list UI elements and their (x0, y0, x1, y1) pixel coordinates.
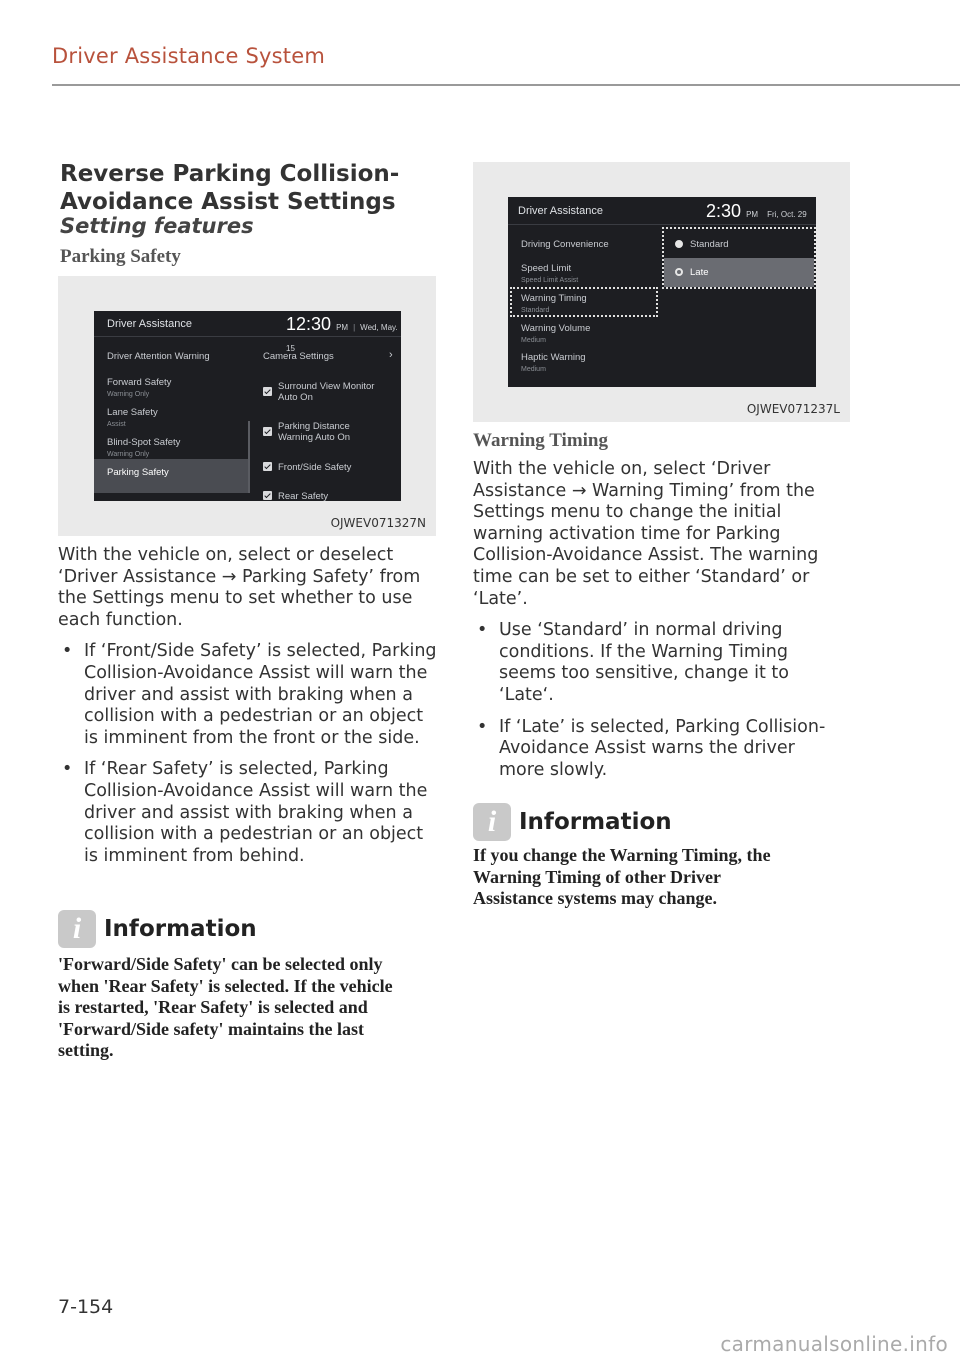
option-rear-safety[interactable]: Rear Safety (278, 491, 329, 501)
menu-item[interactable]: Speed Limit Speed Limit Assist (521, 263, 579, 284)
list-item: • If ‘Rear Safety’ is selected, Parking Collision-Avoidance Assist will warn the driver and assist with braking when a collision with a pedestrian or an object is imminent from behind. (58, 759, 438, 867)
parking-safety-figure (58, 276, 436, 536)
screen-date: Fri, Oct. 29 (767, 210, 807, 219)
screen-clock: 12:30 PM | Wed, May. 15 (286, 314, 398, 353)
menu-item[interactable]: Haptic Warning Medium (521, 352, 586, 373)
menu-item[interactable]: Driving Convenience (521, 239, 609, 250)
warning-timing-heading: Warning Timing (473, 430, 608, 451)
menu-item[interactable]: Lane Safety Assist (107, 407, 158, 428)
checkbox-checked-icon[interactable] (263, 427, 272, 436)
checkbox-checked-icon[interactable] (263, 387, 272, 396)
parking-safety-body (58, 545, 438, 867)
screen-time: 2:30 (706, 201, 742, 221)
menu-item[interactable]: Driver Attention Warning (107, 351, 210, 362)
info-icon: i (58, 910, 96, 948)
info-heading: i Information (58, 910, 257, 948)
option-late-bg (664, 258, 814, 287)
section-subtitle: Setting features (60, 214, 254, 238)
screen-title: Driver Assistance (518, 205, 603, 217)
info-icon: i (473, 803, 511, 841)
parking-safety-intro: With the vehicle on, select or deselect ‘Driver Assistance → Parking Safety’ from the Settings menu to set whether to use each function. (58, 545, 421, 630)
info-heading: i Information (473, 803, 672, 841)
menu-item[interactable]: Blind-Spot Safety Warning Only (107, 437, 181, 458)
radio-icon[interactable] (675, 268, 683, 276)
figure-code: OJWEV071237L (746, 402, 840, 416)
list-item: • Use ‘Standard’ in normal driving conditions. If the Warning Timing seems too sensitive, change it to ‘Late‘. (473, 620, 845, 706)
menu-item-selected[interactable]: Warning Timing Standard (521, 293, 587, 314)
section-title: Reverse Parking Collision-Avoidance Assist Settings (60, 161, 400, 215)
warning-timing-screen (508, 197, 816, 387)
info-text: 'Forward/Side Safety' can be selected only when 'Rear Safety' is selected. If the vehicle is restarted, 'Rear Safety' is selected and 'Forward/Side safety' maintains the last setting. (58, 954, 393, 1061)
checkbox-icon[interactable] (263, 491, 272, 500)
figure-code: OJWEV071327N (330, 516, 426, 530)
menu-item-selected[interactable]: Parking Safety (107, 467, 169, 478)
page-number: 7-154 (58, 1296, 114, 1318)
chevron-right-icon: › (389, 349, 393, 361)
screen-ampm: PM (746, 210, 759, 219)
option-standard[interactable]: Standard (690, 239, 729, 250)
option-late[interactable]: Late (690, 267, 709, 278)
screen-title: Driver Assistance (107, 318, 192, 330)
warning-timing-body (473, 459, 845, 781)
screen-time: 12:30 (286, 314, 332, 334)
option-parking-distance[interactable]: Parking Distance Warning Auto On (278, 421, 350, 443)
menu-item[interactable]: Warning Volume Medium (521, 323, 591, 344)
option-surround-view[interactable]: Surround View Monitor Auto On (278, 381, 375, 403)
running-header: Driver Assistance System (52, 44, 325, 68)
warning-timing-intro: With the vehicle on, select ‘Driver Assistance → Warning Timing’ from the Settings menu to change the initial warning activation time for Parking Collision-Avoidance Assist. The warning time can be set to either ‘Standard’ or ‘Late’. (473, 459, 819, 609)
list-item: • If ‘Front/Side Safety’ is selected, Parking Collision-Avoidance Assist will warn the driver and assist with braking when a collision with a pedestrian or an object is imminent from the front or the side. (58, 641, 438, 749)
screen-date: Wed, May. 15 (286, 323, 398, 353)
watermark: carmanualsonline.info (720, 1332, 948, 1356)
info-text: If you change the Warning Timing, the Warning Timing of other Driver Assistance systems may change. (473, 845, 771, 909)
scrollbar[interactable] (248, 421, 250, 493)
parking-safety-screen (94, 311, 401, 501)
menu-item[interactable]: Forward Safety Warning Only (107, 377, 172, 398)
radio-selected-icon[interactable] (675, 240, 683, 248)
header-divider (52, 84, 960, 86)
option-camera-settings[interactable]: Camera Settings (263, 351, 334, 362)
option-front-side-safety[interactable]: Front/Side Safety (278, 462, 352, 473)
screen-clock (706, 201, 807, 222)
screen-ampm: PM (336, 323, 349, 332)
list-item: • If ‘Late’ is selected, Parking Collision-Avoidance Assist warns the driver more slowly. (473, 717, 845, 782)
warning-timing-figure (473, 162, 850, 422)
parking-safety-heading: Parking Safety (60, 246, 181, 267)
checkbox-checked-icon[interactable] (263, 462, 272, 471)
